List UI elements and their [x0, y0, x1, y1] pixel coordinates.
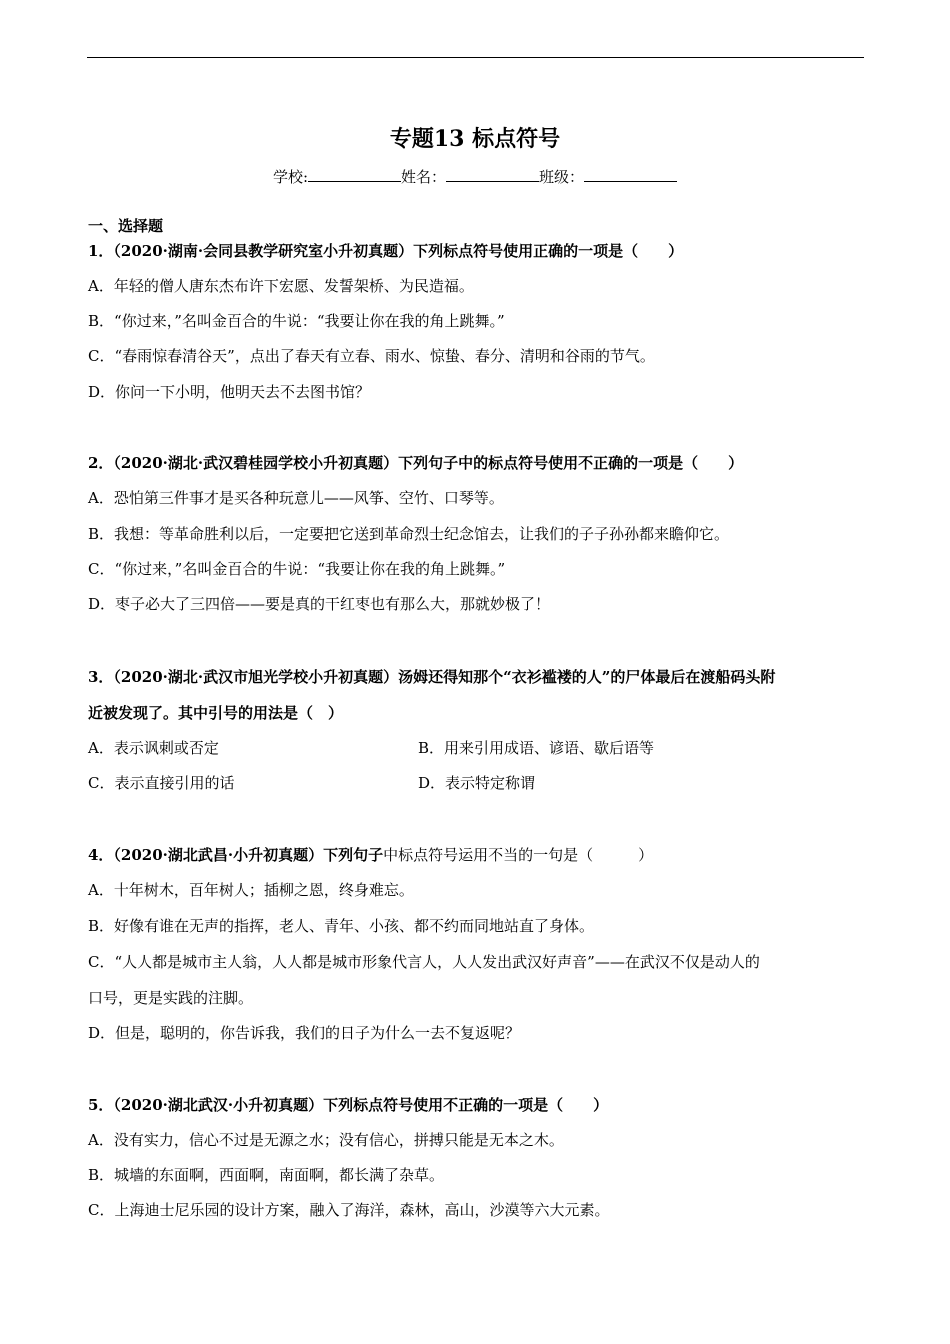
student-info-row	[0, 165, 950, 188]
question-3-stem-line-2: 近被发现了。其中引号的用法是（ ）	[88, 704, 344, 722]
question-1-option-b: B．“你过来，”名叫金百合的牛说：“我要让你在我的角上跳舞。”	[88, 312, 505, 330]
question-4-stem-bold: 4．（2020·湖北武昌·小升初真题）下列句子	[88, 846, 384, 864]
section-heading: 一、选择题	[88, 217, 164, 235]
question-4-option-d: D．但是，聪明的，你告诉我，我们的日子为什么一去不复返呢？	[88, 1024, 521, 1042]
question-3-option-c: C．表示直接引用的话	[88, 774, 235, 792]
question-3-stem-line-1: 3．（2020·湖北·武汉市旭光学校小升初真题）汤姆还得知那个“衣衫褴褛的人”的尸体最后在渡船码头附	[88, 668, 776, 686]
question-1-option-c: C．“春雨惊春清谷天”，点出了春天有立春、雨水、惊蛰、春分、清明和谷雨的节气。	[88, 347, 655, 365]
class-blank[interactable]	[584, 165, 677, 182]
name-blank[interactable]	[446, 165, 539, 182]
question-1-option-a: A．年轻的僧人唐东杰布许下宏愿、发誓架桥、为民造福。	[88, 277, 474, 295]
question-2-option-c: C．“你过来，”名叫金百合的牛说：“我要让你在我的角上跳舞。”	[88, 560, 506, 578]
question-5-option-a: A．没有实力，信心不过是无源之水；没有信心，拼搏只能是无本之木。	[88, 1131, 564, 1149]
header-rule	[87, 57, 864, 58]
page-title: 专题13 标点符号	[389, 126, 561, 152]
question-4-option-a: A．十年树木，百年树人；插柳之恩，终身难忘。	[88, 881, 414, 899]
question-4-stem-normal: 中标点符号运用不当的一句是（ ）	[383, 846, 654, 864]
question-3-option-a: A．表示讽刺或否定	[88, 739, 219, 757]
question-1-option-d: D．你问一下小明，他明天去不去图书馆？	[88, 383, 371, 401]
question-3-option-b: B．用来引用成语、谚语、歇后语等	[418, 739, 655, 757]
name-label: 姓名：	[401, 168, 447, 186]
question-5-stem: 5．（2020·湖北武汉·小升初真题）下列标点符号使用不正确的一项是（ ）	[88, 1096, 609, 1114]
question-2-option-a: A．恐怕第三件事才是买各种玩意儿——风筝、空竹、口琴等。	[88, 489, 504, 507]
question-2-stem: 2．（2020·湖北·武汉碧桂园学校小升初真题）下列句子中的标点符号使用不正确的一项是（ ）	[88, 454, 744, 472]
school-blank[interactable]	[308, 165, 401, 182]
question-4-option-b: B．好像有谁在无声的指挥，老人、青年、小孩、都不约而同地站直了身体。	[88, 917, 595, 935]
question-2-option-b: B．我想：等革命胜利以后，一定要把它送到革命烈士纪念馆去，让我们的子子孙孙都来瞻仰它。	[88, 525, 730, 543]
school-label: 学校:	[272, 168, 309, 186]
question-4-option-c-line-2: 口号，更是实践的注脚。	[88, 989, 254, 1007]
question-4-option-c-line-1: C．“人人都是城市主人翁，人人都是城市形象代言人，人人发出武汉好声音”——在武汉不仅是动人的	[88, 953, 760, 971]
question-4-stem	[88, 844, 653, 866]
question-5-option-c: C．上海迪士尼乐园的设计方案，融入了海洋，森林，高山，沙漠等六大元素。	[88, 1201, 610, 1219]
question-1-stem: 1．（2020·湖南·会同县教学研究室小升初真题）下列标点符号使用正确的一项是（ ）	[88, 242, 684, 260]
class-label: 班级：	[539, 168, 585, 186]
question-5-option-b: B．城墙的东面啊，西面啊，南面啊，都长满了杂草。	[88, 1166, 445, 1184]
question-2-option-d: D．枣子必大了三四倍——要是真的干红枣也有那么大，那就妙极了！	[88, 595, 551, 613]
question-3-option-d: D．表示特定称谓	[418, 774, 536, 792]
